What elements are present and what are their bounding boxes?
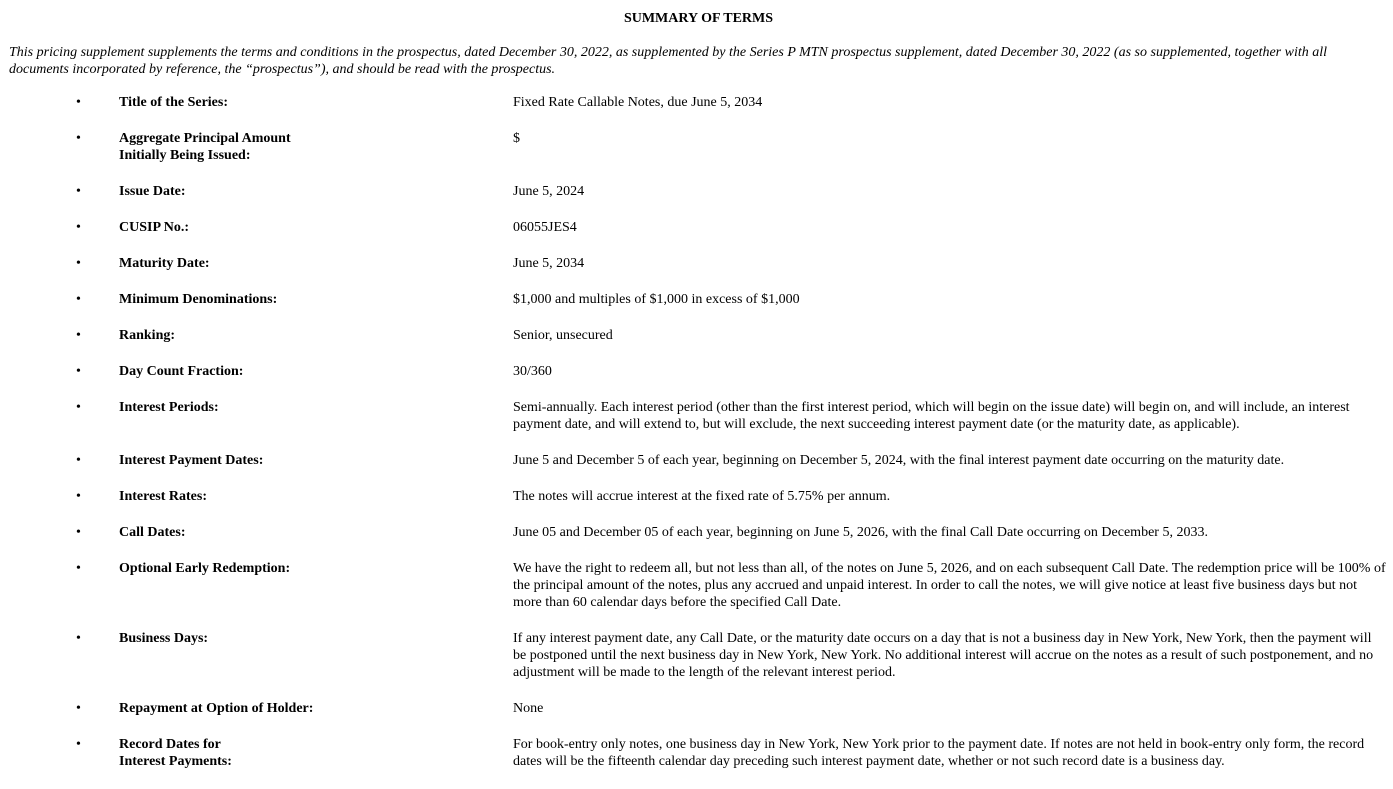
term-value: The notes will accrue interest at the fixed rate of 5.75% per annum. (513, 489, 891, 504)
term-label (119, 736, 513, 770)
term-row-title-of-series (0, 94, 1393, 111)
term-row-interest-rates (0, 488, 1393, 505)
term-row-optional-early-redemption (0, 560, 1393, 611)
term-label: Call Dates: (119, 525, 186, 540)
bullet-icon: • (76, 737, 81, 752)
term-row-day-count-fraction (0, 363, 1393, 380)
bullet-icon: • (76, 489, 81, 504)
term-label: Interest Payment Dates: (119, 453, 264, 468)
term-value: June 5, 2024 (513, 184, 585, 199)
term-value: We have the right to redeem all, but not less than all, of the notes on June 5, 2026, and on each subsequent Call Date. The redemption price will be 100% of the principal amount of the notes, plus any accrued and unpaid interest. In order to call the notes, we will give notice at least five business days but not more than 60 calendar days before the specified Call Date. (513, 561, 1386, 610)
term-label: Issue Date: (119, 184, 186, 199)
term-row-cusip (0, 219, 1393, 236)
term-label: Ranking: (119, 328, 176, 343)
term-label: CUSIP No.: (119, 220, 190, 235)
term-row-record-dates (0, 736, 1393, 770)
term-row-interest-periods (0, 399, 1393, 433)
terms-list (0, 94, 1393, 789)
bullet-icon: • (76, 131, 81, 146)
intro-paragraph: This pricing supplement supplements the terms and conditions in the prospectus, dated December 30, 2022, as supplemented by the Series P MTN prospectus supplement, dated December 30, 2022 (as so supplemented, together with all documents incorporated by reference, the “prospectus”), and should be read with the prospectus. (9, 45, 1328, 77)
term-label: Minimum Denominations: (119, 292, 278, 307)
term-row-maturity-date (0, 255, 1393, 272)
term-value: June 5 and December 5 of each year, beginning on December 5, 2024, with the final interest payment date occurring on the maturity date. (513, 453, 1285, 468)
bullet-icon: • (76, 561, 81, 576)
term-value: 06055JES4 (513, 220, 577, 235)
term-label: Maturity Date: (119, 256, 210, 271)
term-value: $ (513, 131, 520, 146)
term-label: Day Count Fraction: (119, 364, 244, 379)
term-label: Business Days: (119, 631, 209, 646)
term-value: $1,000 and multiples of $1,000 in excess of $1,000 (513, 292, 800, 307)
bullet-icon: • (76, 453, 81, 468)
bullet-icon: • (76, 184, 81, 199)
term-value: None (513, 701, 544, 716)
term-row-interest-payment-dates (0, 452, 1393, 469)
term-label: Title of the Series: (119, 95, 228, 110)
term-row-repayment-at-option (0, 700, 1393, 717)
term-label-line: Initially Being Issued: (119, 148, 251, 163)
term-row-issue-date (0, 183, 1393, 200)
term-label: Optional Early Redemption: (119, 561, 291, 576)
term-label-line: Aggregate Principal Amount (119, 131, 291, 146)
bullet-icon: • (76, 95, 81, 110)
bullet-icon: • (76, 631, 81, 646)
term-label: Interest Rates: (119, 489, 207, 504)
term-value: For book-entry only notes, one business day in New York, New York prior to the payment date. If notes are not held in book-entry only form, the record dates will be the fifteenth calendar day preceding such interest payment date, whether or not such record date is a business day. (513, 737, 1365, 769)
bullet-icon: • (76, 701, 81, 716)
term-label (119, 130, 513, 164)
term-label-line: Interest Payments: (119, 754, 232, 769)
term-label-line: Record Dates for (119, 737, 221, 752)
term-row-business-days (0, 630, 1393, 681)
bullet-icon: • (76, 220, 81, 235)
term-value: Senior, unsecured (513, 328, 613, 343)
term-value: If any interest payment date, any Call Date, or the maturity date occurs on a day that is not a business day in New York, New York, then the payment will be postponed until the next business day in New York, New York. No additional interest will accrue on the notes as a result of such postponement, and no adjustment will be made to the length of the relevant interest period. (513, 631, 1374, 680)
bullet-icon: • (76, 364, 81, 379)
term-label: Repayment at Option of Holder: (119, 701, 314, 716)
bullet-icon: • (76, 256, 81, 271)
term-label: Interest Periods: (119, 400, 219, 415)
term-row-call-dates (0, 524, 1393, 541)
term-row-minimum-denominations (0, 291, 1393, 308)
term-value: 30/360 (513, 364, 552, 379)
term-row-ranking (0, 327, 1393, 344)
term-value: Fixed Rate Callable Notes, due June 5, 2034 (513, 95, 763, 110)
bullet-icon: • (76, 328, 81, 343)
term-value: June 05 and December 05 of each year, beginning on June 5, 2026, with the final Call Date occurring on December 5, 2033. (513, 525, 1208, 540)
term-value: Semi-annually. Each interest period (other than the first interest period, which will begin on the issue date) will begin on, and will include, an interest payment date, and will extend to, but will exclude, the next succeeding interest payment date (or the maturity date, as applicable). (513, 400, 1350, 432)
bullet-icon: • (76, 400, 81, 415)
bullet-icon: • (76, 292, 81, 307)
term-row-aggregate-principal (0, 130, 1393, 164)
bullet-icon: • (76, 525, 81, 540)
page-title: SUMMARY OF TERMS (623, 11, 774, 26)
term-value: June 5, 2034 (513, 256, 585, 271)
